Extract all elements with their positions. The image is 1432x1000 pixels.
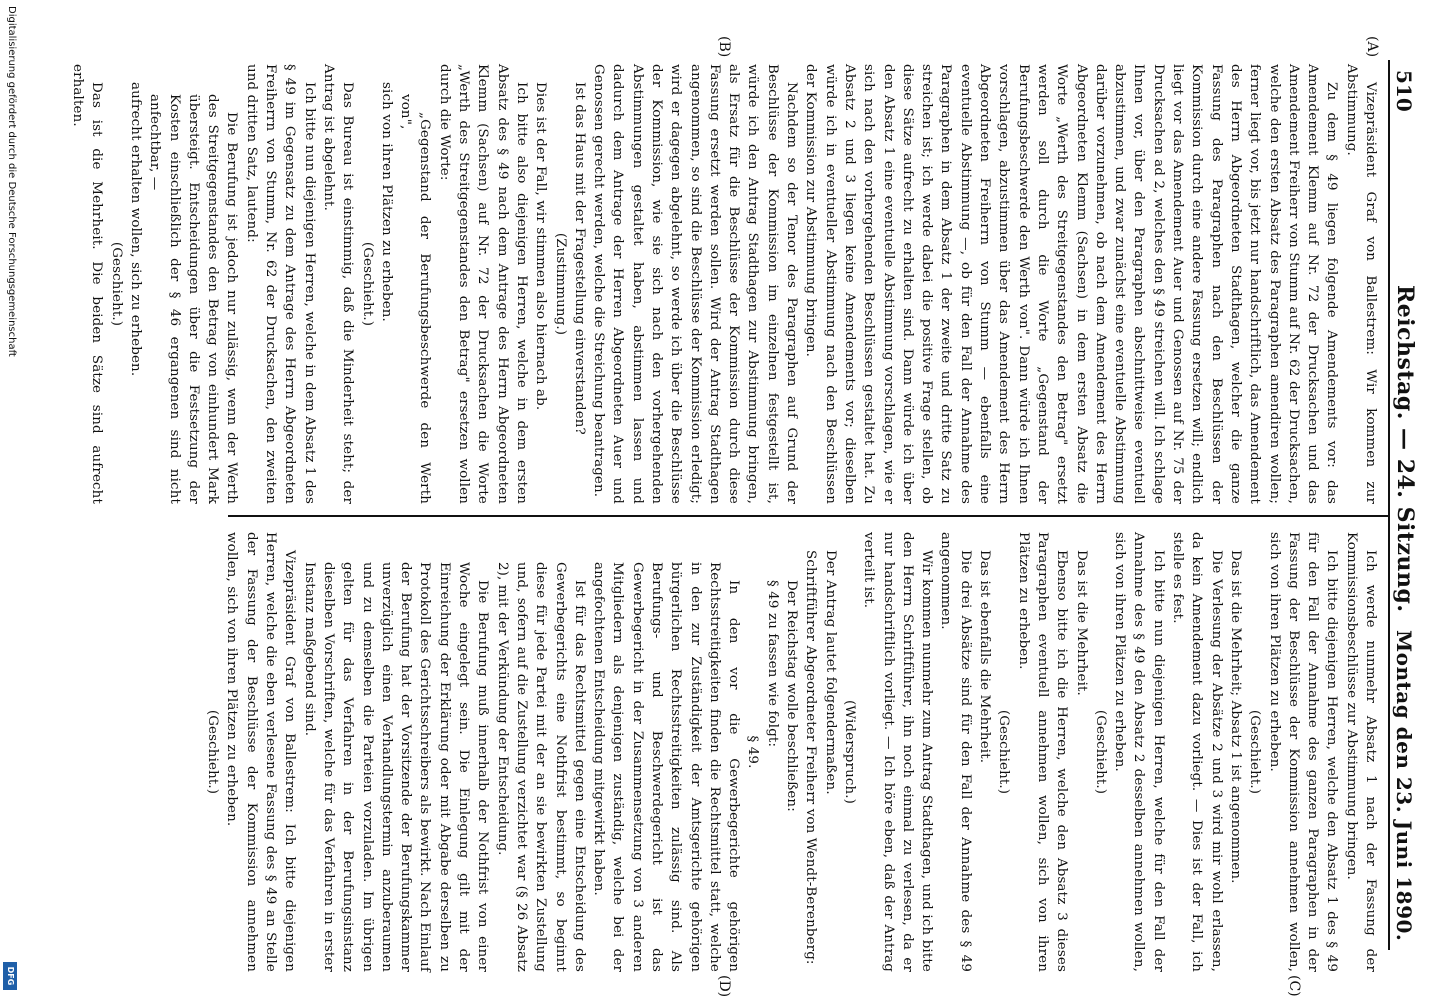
paragraph: Schriftführer Abgeordneter Freiherr von Wendt-Berenberg:: [803, 550, 819, 965]
page-title: Reichstag. — 24. Sitzung.: [1392, 285, 1418, 613]
paragraph: Die Verlesung der Absätze 2 und 3 wird mir wohl erlassen, da kein Amendement dazu vorliegt. — Dies ist der Fall, ich stelle es fest.: [1170, 532, 1224, 972]
left-column: [68, 64, 1380, 504]
paragraph: Das ist die Mehrheit; Absatz 1 ist angenommen.: [1227, 550, 1243, 884]
page-number: 510: [1392, 70, 1416, 112]
paragraph: Ich bitte nun diejenigen Herren, welche in dem Absatz 1 des § 49 im Gegensatz zu dem Antrage des Herrn Abgeordneten Freiherrn von Stumm, Nr. 62 der Drucksachen, den zweiten und dritten Satz, lautend:: [243, 64, 317, 504]
paragraph: Ebenso bitte ich die Herren, welche den Absatz 3 dieses Paragraphen eventuell annehmen wollen, sich von ihren Plätzen zu erheben.: [1015, 532, 1070, 972]
paragraph: Das ist die Mehrheit. Die beiden Sätze sind aufrecht erhalten.: [70, 64, 105, 504]
quote: Der Reichstag wolle beschließen:: [784, 580, 800, 812]
right-column: [203, 532, 1380, 972]
section-heading: § 49.: [745, 735, 761, 769]
header-rule: [1388, 60, 1390, 950]
quote: Die Berufung ist jedoch nur zulässig, wenn der Werth des Streitgegenstandes den Betrag von einhundert Mark übersteigt. Entscheidungen über die Festsetzung der Kosten einschließlich der § 46 ergangenen sind nicht anfechtbar, —: [147, 94, 240, 504]
paragraph: Zu dem § 49 liegen folgende Amendements vor: das Amendement Klemm auf Nr. 72 der Drucksachen und das Amendement Freiherr von Stumm auf Nr. 62 der Drucksachen, welche den ersten Absatz des Paragraphen amendiren wollen; ferner liegt vor, bis jetzt nur handschriftlich, das Amendement des Herrn Abgeordneten Stadthagen, welcher die ganze Fassung des Paragraphen nach den Beschlüssen der Kommission durch eine andere Fassung ersetzen will; endlich liegt vor das Amendement Auer und Genossen auf Nr. 75 der Drucksachen ad 2, welches den § 49 streichen will. Ich schlage Ihnen vor, über den Paragraphen abschnittweise eventuell abzustimmen, und zwar zunächst eine eventuelle Abstimmung darüber vorzunehmen, ob nach dem Amendement des Herrn Abgeordneten Klemm (Sachsen) in dem ersten Absatz die Worte „Werth des Streitgegenstandes den Betrag" ersetzt werden soll durch die Worte „Gegenstand der Berufungsbeschwerde den Werth von". Dann würde ich Ihnen vorschlagen, abzustimmen über das Amendement des Herrn Abgeordneten Freiherrn von Stumm — ebenfalls eine eventuelle Abstimmung —, ob für den Fall der Annahme des Paragraphen in dem Absatz 1 der zweite und dritte Satz zu streichen ist; ich werde dabei die positive Frage stellen, ob diese Sätze aufrecht zu erhalten sind. Dann würde ich über den Absatz 1 eine eventuelle Abstimmung vorschlagen, wie er sich nach den vorhergehenden Beschlüssen gestaltet hat. Zu Absatz 2 und 3 liegen keine Amendements vor; dieselben würde ich in eventueller Abstimmung nach den Beschlüssen der Kommission zur Abstimmung bringen.: [803, 64, 1340, 504]
paragraph: Nachdem so der Tenor des Paragraphen auf Grund der Beschlüsse der Kommission im einzelnen festgestellt ist, würde ich den Antrag Stadthagen zur Abstimmung bringen, als Ersatz für die Beschlüsse der Kommission durch diese Fassung ersetzt werden sollen. Wird der Antrag Stadthagen angenommen, so sind die Beschlüsse der Kommission erledigt; wird er dagegen abgelehnt, so werde ich über die Beschlüsse der Kommission, wie sie sich nach den vorhergehenden Abstimmungen gestaltet haben, abstimmen lassen und dadurch dem Antrage der Herren Abgeordneten Auer und Genossen gerecht werden, welche die Streichung beantragen.: [591, 64, 800, 504]
paragraph: Ich bitte diejenigen Herren, welche den Absatz 1 des § 49 für den Fall der Annahme des ganzen Paragraphen in der Fassung der Beschlüsse der Kommission annehmen wollen, sich von ihren Plätzen zu erheben.: [1266, 532, 1340, 972]
column-divider: [228, 515, 1388, 517]
paragraph: Wir kommen nunmehr zum Antrag Stadthagen, und ich bitte den Herrn Schriftführer, ihn noch einmal zu verlesen, da er nur handschriftlich vorliegt. — Ich höre eben, daß der Antrag verteilt ist.: [861, 532, 935, 972]
paragraph: Ich bitte nun diejenigen Herren, welche für den Fall der Annahme des § 49 den Absatz 2 desselben annehmen wollen, sich von ihren Plätzen zu erheben.: [1112, 532, 1166, 972]
remark: (Widerspruch.): [841, 699, 857, 805]
paragraph: Vizepräsident Graf von Ballestrem: Ich bitte diejenigen Herren, welche die eben verlesene Fassung des § 49 an Stelle der Fassung der Beschlüsse der Kommission annehmen wollen, sich von ihren Plätzen zu erheben.: [224, 532, 298, 972]
remark: (Zustimmung.): [552, 232, 568, 336]
remark: (Geschieht.): [359, 241, 375, 327]
quote: In den vor die Gewerbegerichte gehörigen Rechtsstreitigkeiten finden die Rechtsmittel statt, welche in den zur Zuständigkeit der Amtsgerichte gehörigen bürgerlichen Rechtsstreitigkeiten zulässig sind. Als Berufungs- und Beschwerdegericht ist das Gewerbegericht in der Zusammensetzung von 3 anderen Mitgliedern als denjenigen zuständig, welche bei der angefochtenen Entscheidung mitgewirkt haben.: [591, 562, 742, 972]
quote: § 49 zu fassen wie folgt:: [764, 580, 780, 748]
paragraph: Das Bureau ist einstimmig, daß die Minderheit steht; der Antrag ist abgelehnt.: [320, 64, 356, 504]
quote: Die Berufung muß innerhalb der Nothfrist von einer Woche eingelegt sein. Die Einlegung gilt mit der Einreichung der Erklärung oder mit Abgabe derselben zu Protokoll des Gerichtsschreibers als bewirkt. Nach Einlauf der Berufung hat der Vorsitzende der Berufungskammer unverzüglich einen Verhandlungstermin anzuberaumen und zu demselben die Parteien vorzuladen. Im übrigen gelten für das Verfahren in der Berufungsinstanz dieselben Vorschriften, welche für das Verfahren in erster Instanz maßgebend sind.: [301, 562, 491, 972]
paragraph: Der Antrag lautet folgendermaßen.: [822, 550, 838, 795]
paragraph: sich von ihren Plätzen zu erheben.: [378, 82, 394, 322]
remark: (Geschieht.): [996, 709, 1012, 795]
margin-mark-d: (D): [716, 975, 732, 998]
paragraph: Die drei Absätze sind für den Fall der Annahme des § 49 angenommen.: [938, 532, 973, 972]
margin-mark-b: (B): [716, 36, 732, 58]
paragraph: Ist das Haus mit der Fragestellung einverstanden?: [571, 82, 587, 435]
page-date: Montag den 23. Juni 1890.: [1392, 630, 1416, 942]
margin-mark-c: (C): [1286, 975, 1302, 997]
margin-mark-a: (A): [1364, 36, 1380, 58]
paragraph: aufrecht erhalten wollen, sich zu erheben.: [128, 82, 143, 377]
remark: (Geschieht.): [108, 241, 124, 327]
paragraph: Ich werde nunmehr Absatz 1 nach der Fassung der Kommissionsbeschlüsse zur Abstimmung bringen.: [1343, 532, 1378, 972]
digitization-footer: [0, 0, 19, 1000]
paragraph: Das ist ebenfalls die Mehrheit.: [977, 550, 993, 764]
remark: (Geschieht.): [205, 709, 221, 795]
dfg-logo: DFG: [3, 962, 17, 990]
paragraph: Vizepräsident Graf von Ballestrem: Wir kommen zur Abstimmung.: [1343, 64, 1378, 504]
page-header: [1384, 70, 1424, 970]
quote: „Gegenstand der Berufungsbeschwerde den Werth von",: [398, 94, 433, 504]
paragraph: Ich bitte also diejenigen Herren, welche in dem ersten Absatz des § 49 nach dem Antrage des Herrn Abgeordneten Klemm (Sachsen) auf Nr. 72 der Drucksachen die Worte „Werth des Streitgegenstandes den Betrag" ersetzen wollen durch die Worte:: [436, 64, 529, 504]
remark: (Geschieht.): [1092, 709, 1108, 795]
paragraph: Das ist die Mehrheit.: [1073, 550, 1089, 696]
paragraph: Dies ist der Fall, wir stimmen also hiernach ab.: [533, 82, 549, 411]
remark: (Geschieht.): [1247, 709, 1263, 795]
footer-text: Digitalisierung gefördert durch die Deutsche Forschungsgemeinschaft: [6, 6, 17, 357]
quote: Ist für das Rechtsmittel gegen eine Entscheidung des Gewerbegerichts eine Nothfrist bestimmt, so beginnt diese für jede Partei mit der an sie bewirkten Zustellung und, sofern auf die Zustellung verzichtet war (§ 26 Absatz 2), mit der Verkündung der Entscheidung.: [494, 562, 587, 972]
